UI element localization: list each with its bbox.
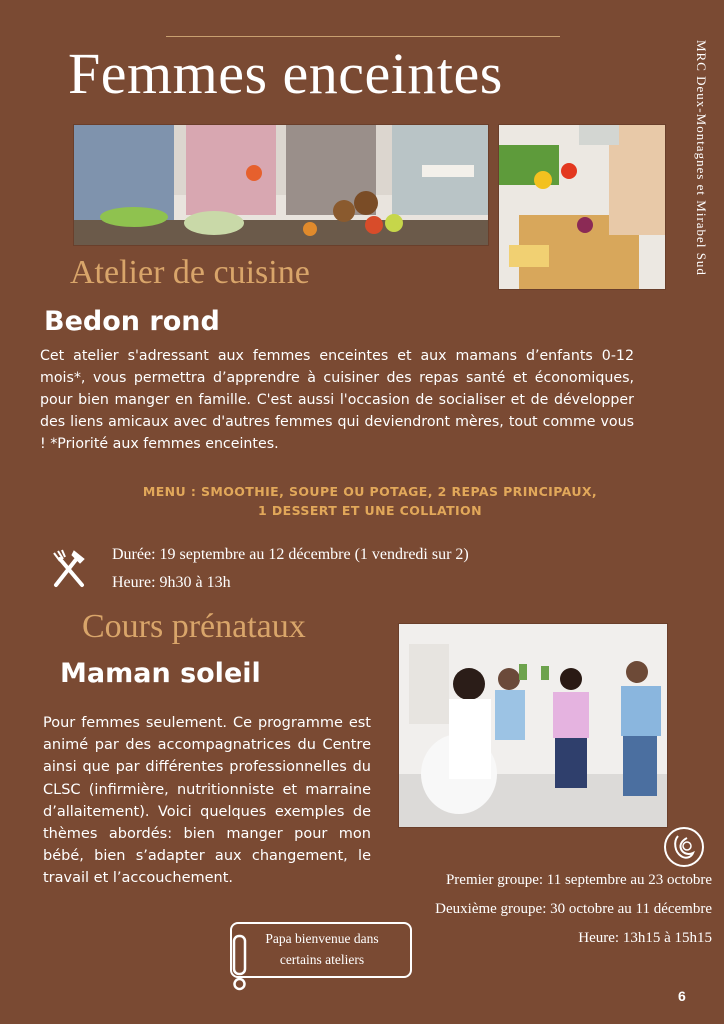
top-divider [166, 36, 560, 37]
section-title-prenatal: Cours prénataux [82, 608, 306, 645]
papa-note-text: Papa bienvenue dans certains ateliers [265, 931, 379, 967]
cooking-group-photo [73, 124, 489, 246]
cuisine-schedule [112, 541, 469, 597]
prenatal-hour: Heure: 13h15 à 15h15 [578, 930, 712, 946]
prenatal-group-1: Premier groupe: 11 septembre au 23 octobre [445, 872, 712, 888]
menu-line-2: 1 DESSERT ET UNE COLLATION [258, 503, 482, 518]
prenatal-group-photo [398, 623, 668, 828]
side-organization-text: MRC Deux-Montagnes et Mirabel Sud [694, 40, 709, 276]
photo-icon [499, 125, 665, 289]
papa-note-box [230, 922, 412, 978]
fork-knife-icon [50, 549, 88, 589]
cuisine-duration: Durée: 19 septembre au 12 décembre (1 vendredi sur 2) [112, 546, 469, 563]
cutting-board-photo [498, 124, 666, 290]
subtitle-maman-soleil: Maman soleil [60, 658, 261, 689]
prenatal-group-2: Deuxième groupe: 30 octobre au 11 décembre [435, 901, 712, 917]
cuisine-hour: Heure: 9h30 à 13h [112, 574, 231, 591]
page-title: Femmes enceintes [68, 41, 503, 106]
prenatal-description: Pour femmes seulement. Ce programme est animé par des accompagnatrices du Centre ainsi que par différentes professionnelles du CLSC (infirmière, nutritionniste et marraine d’allaitement). Voici quelques exemples de thèmes abordés: bien manger pour mon bébé, bien s’adapter aux changement, le travail et l’accouchement. [43, 715, 371, 887]
photo-icon [74, 125, 488, 245]
photo-icon [399, 624, 667, 827]
page-number: 6 [678, 988, 686, 1004]
subtitle-bedon-rond: Bedon rond [44, 306, 220, 337]
organization-logo-icon [663, 826, 705, 868]
section-title-cuisine: Atelier de cuisine [70, 254, 310, 291]
prenatal-schedule [435, 866, 712, 953]
cuisine-description: Cet atelier s'adressant aux femmes enceintes et aux mamans d’enfants 0-12 mois*, vous permettra d’apprendre à cuisiner des repas santé et économiques, pour bien manger en famille. C'est aussi l'occasion de socialiser et de développer des liens amicaux avec d'autres femmes qui deviendront mères, tout comme vous ! *Priorité aux femmes enceintes. [40, 348, 634, 452]
cuisine-menu [100, 482, 640, 520]
menu-line-1: MENU : SMOOTHIE, SOUPE OU POTAGE, 2 REPAS PRINCIPAUX, [142, 484, 598, 499]
